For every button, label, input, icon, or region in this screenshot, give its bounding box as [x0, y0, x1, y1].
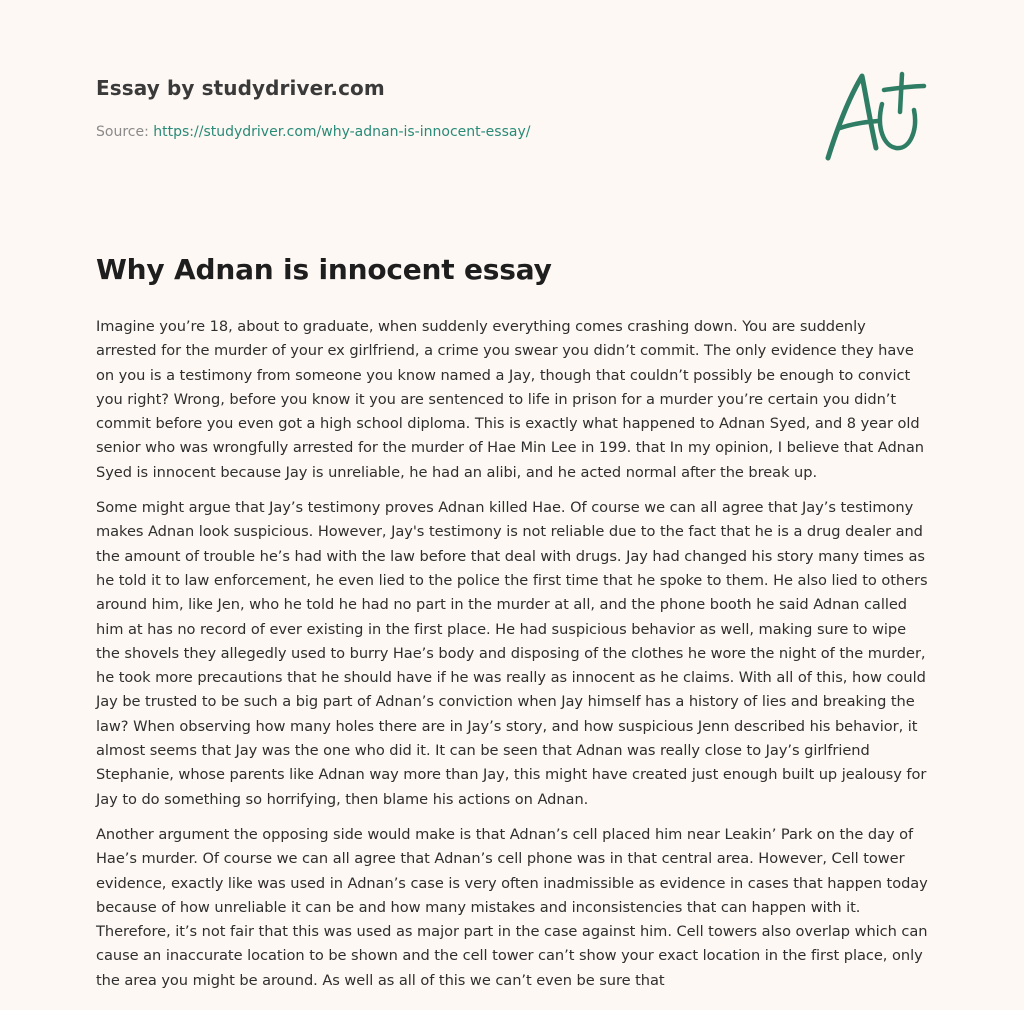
source-label: Source:: [96, 124, 154, 140]
source-line: [96, 124, 530, 140]
essay-paragraph: Some might argue that Jay’s testimony proves Adnan killed Hae. Of course we can all agree that Jay’s testimony makes Adnan look suspicious. However, Jay's testimony is not reliable due to the fact that he is a drug dealer and the amount of trouble he’s had with the law before that deal with drugs. Jay had changed his story many times as he told it to law enforcement, he even lied to the police the first time that he spoke to them. He also lied to others around him, like Jen, who he told he had no part in the murder at all, and the phone booth he said Adnan called him at has no record of ever existing in the first place. He had suspicious behavior as well, making sure to wipe the shovels they allegedly used to burry Hae’s body and disposing of the clothes he wore the night of the murder, he took more precautions that he should have if he was really as innocent as he claims. With all of this, how could Jay be trusted to be such a big part of Adnan’s conviction when Jay himself has a history of lies and breaking the law? When observing how many holes there are in Jay’s story, and how suspicious Jenn described his behavior, it almost seems that Jay was the one who did it. It can be seen that Adnan was really close to Jay’s girlfriend Stephanie, whose parents like Adnan way more than Jay, this might have created just enough built up jealousy for Jay to do something so horrifying, then blame his actions on Adnan.: [96, 499, 928, 808]
site-title: Essay by studydriver.com: [96, 76, 385, 100]
essay-paragraph: Another argument the opposing side would make is that Adnan’s cell placed him near Leakin’ Park on the day of Hae’s murder. Of course we can all agree that Adnan’s cell phone was in that central area. However, Cell tower evidence, exactly like was used in Adnan’s case is very often inadmissible as evidence in cases that happen today because of how unreliable it can be and how many mistakes and inconsistencies that can happen with it. Therefore, it’s not fair that this was used as major part in the case against him. Cell towers also overlap which can cause an inaccurate location to be shown and the cell tower can’t show your exact location in the first place, only the area you might be around. As well as all of this we can’t even be sure that: [96, 825, 928, 989]
essay-body: [96, 315, 928, 1004]
source-link[interactable]: https://studydriver.com/why-adnan-is-innocent-essay/: [153, 124, 531, 140]
essay-title: Why Adnan is innocent essay: [96, 253, 552, 286]
essay-paragraph: Imagine you’re 18, about to graduate, when suddenly everything comes crashing down. You are suddenly arrested for the murder of your ex girlfriend, a crime you swear you didn’t commit. The only evidence they have on you is a testimony from someone you know named a Jay, though that couldn’t possibly be enough to convict you right? Wrong, before you know it you are sentenced to life in prison for a murder you’re certain you didn’t commit before you even got a high school diploma. This is exactly what happened to Adnan Syed, and 8 year old senior who was wrongfully arrested for the murder of Hae Min Lee in 199. that In my opinion, I believe that Adnan Syed is innocent because Jay is unreliable, he had an alibi, and he acted normal after the break up.: [96, 318, 924, 481]
a-plus-logo: [818, 66, 930, 166]
